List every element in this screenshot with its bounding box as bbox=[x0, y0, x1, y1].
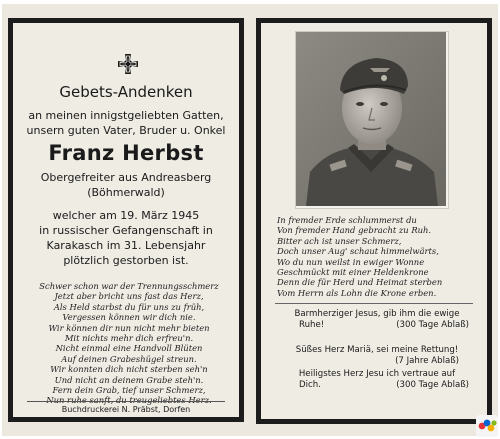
iron-cross-icon bbox=[117, 53, 139, 75]
poem-line: Bitter ach ist unser Schmerz, bbox=[277, 235, 402, 246]
death-line-1: welcher am 19. März 1945 bbox=[52, 209, 200, 222]
poem-line: Von fremder Hand gebracht zu Ruh. bbox=[277, 225, 432, 236]
prayer-card bbox=[2, 4, 498, 436]
poem-line: Jetzt aber bricht uns fast das Herz, bbox=[54, 291, 204, 302]
poem-line: Vergessen können wir dich nie. bbox=[62, 312, 196, 323]
prayer-3 bbox=[285, 369, 469, 391]
intro-line-1: an meinen innigstgeliebten Gatten, bbox=[28, 109, 224, 122]
right-poem bbox=[277, 215, 485, 298]
prayer-1-line-1: Barmherziger Jesus, gib ihm die ewige bbox=[294, 309, 460, 319]
poem-line: Wir konnten dich nicht sterben seh'n bbox=[50, 364, 208, 375]
deceased-name: Franz Herbst bbox=[48, 141, 204, 165]
right-panel bbox=[256, 18, 492, 424]
death-line-2: in russischer Gefangenschaft in bbox=[39, 224, 213, 237]
left-panel bbox=[8, 18, 244, 422]
prayer-2-line-1: Süßes Herz Mariä, sei meine Rettung! bbox=[295, 345, 459, 355]
death-line-3: Karakasch im 31. Lebensjahr bbox=[46, 239, 206, 252]
intro-line-2: unsern guten Vater, Bruder u. Onkel bbox=[26, 124, 226, 137]
prayer-2 bbox=[285, 345, 469, 367]
poem-line: Und nicht an deinem Grabe steh'n. bbox=[54, 374, 204, 385]
printer-divider bbox=[27, 401, 225, 402]
poem-line: Wo du nun weilst in ewiger Wonne bbox=[277, 256, 425, 267]
prayer-3-line-1: Heiligstes Herz Jesu ich vertraue auf bbox=[298, 369, 456, 379]
portrait-image bbox=[296, 32, 446, 206]
poem-line: Denn die für Herd und Heimat sterben bbox=[277, 277, 443, 288]
poem-line: Wir können dir nun nicht mehr bieten bbox=[48, 322, 210, 333]
poem-line: Als Held starbst du für uns zu früh, bbox=[53, 301, 205, 312]
poem-line: Fern dein Grab, tief unser Schmerz, bbox=[52, 385, 206, 396]
left-poem bbox=[27, 281, 231, 406]
prayer-2-indulgence: (7 Jahre Ablaß) bbox=[395, 356, 459, 366]
poem-line: Geschmückt mit einer Heldenkrone bbox=[277, 267, 429, 278]
poem-line: Mit nichts mehr dich erfreu'n. bbox=[64, 333, 194, 344]
soldier-portrait bbox=[295, 31, 449, 209]
poem-line: Nicht einmal eine Handvoll Blüten bbox=[55, 343, 203, 354]
ebay-logo-icon bbox=[476, 415, 498, 437]
prayer-1-line-2: Ruhe! bbox=[299, 320, 325, 330]
printer-credit: Buchdruckerei N. Präbst, Dorfen bbox=[61, 405, 191, 414]
region-line: (Böhmerwald) bbox=[87, 186, 165, 199]
poem-line: In fremder Erde schlummerst du bbox=[277, 215, 417, 225]
prayer-divider bbox=[275, 303, 473, 304]
poem-line: Doch unser Aug' schaut himmelwärts, bbox=[277, 246, 439, 257]
death-line-4: plötzlich gestorben ist. bbox=[63, 254, 189, 267]
poem-line: Vom Herrn als Lohn die Krone erben. bbox=[277, 287, 437, 298]
prayer-1 bbox=[285, 309, 469, 331]
poem-line: Schwer schon war der Trennungsschmerz bbox=[39, 281, 219, 291]
prayer-1-indulgence: (300 Tage Ablaß) bbox=[396, 320, 469, 330]
poem-line: Auf deinen Grabeshügel streun. bbox=[61, 353, 197, 364]
prayer-3-line-2: Dich. bbox=[299, 380, 321, 390]
prayer-3-indulgence: (300 Tage Ablaß) bbox=[396, 380, 469, 390]
memorial-title: Gebets-Andenken bbox=[59, 83, 193, 101]
poem-line: Nun ruhe sanft, du treugeliebtes Herz. bbox=[46, 395, 212, 406]
rank-line: Obergefreiter aus Andreasberg bbox=[40, 171, 212, 184]
